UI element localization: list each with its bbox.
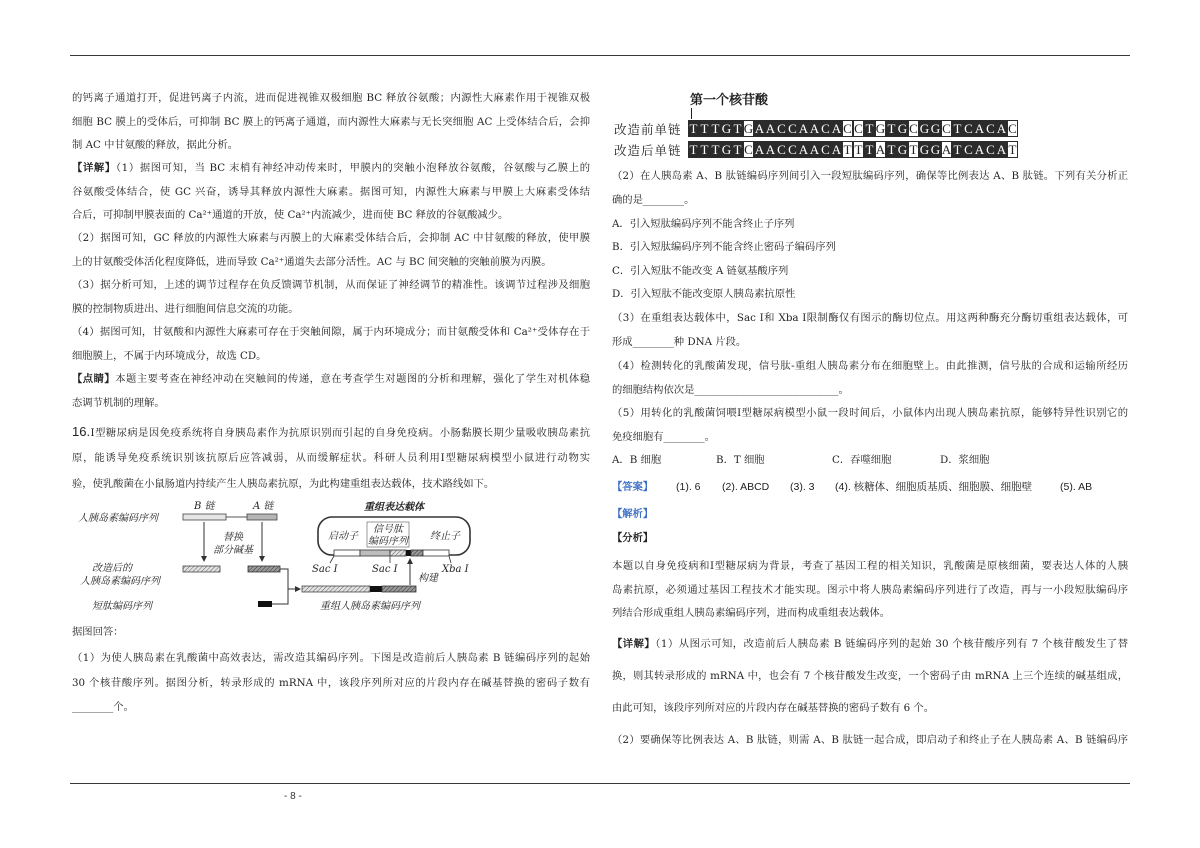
replace-label: 替换 — [223, 532, 243, 543]
text-line: （2）要确保等比例表达 A、B 肽链，则需 A、B 肽链一起合成，即启动子和终止子在人胰岛素 A、B 链编码序 — [612, 734, 1128, 746]
header-rule — [70, 55, 1130, 56]
paragraph-q3-explain — [72, 274, 590, 321]
nucleotide: A — [996, 121, 1007, 136]
nucleotide: A — [974, 121, 985, 136]
nucleotide: A — [765, 142, 776, 157]
nucleotide: C — [744, 142, 753, 157]
question-4 — [612, 354, 1128, 402]
sequence-figure — [612, 86, 1032, 162]
technical-route-diagram — [72, 497, 492, 619]
detail-label: 【详解】 — [72, 162, 116, 174]
text-line: （3）在重组表达载体中，Sac Ⅰ和 Xba Ⅰ限制酶仅有图示的酶切位点。用这两种酶充分酶切重组表达载体，可 — [612, 312, 1128, 324]
text-line: （4）据图可知，甘氨酸和内源性大麻素可存在于突触间隙，属于内环境成分；而甘氨酸受体和 Ca²⁺受体存在于 — [72, 326, 590, 338]
options-row — [612, 449, 1128, 473]
text-line: 制 AC 中甘氨酸的释放，据此分析。 — [72, 139, 239, 151]
b-chain-segment — [183, 514, 226, 520]
analysis-label: 【解析】 — [612, 508, 654, 520]
text-line: 换，则其转录形成的 mRNA 中，也会有 7 个核苷酸发生改变，一个密码子由 mRNA 上三个连续的碱基组成， — [612, 670, 1128, 682]
nucleotide: T — [865, 142, 874, 157]
after-strand-label: 改造后单链 — [614, 143, 682, 158]
text-line: （2）在人胰岛素 A、B 肽链编码序列间引入一段短肽编码序列，确保等比例表达 A、B 肽链。下列有关分析正 — [612, 170, 1128, 182]
answer-line — [612, 476, 1128, 500]
nucleotide: T — [733, 142, 742, 157]
analysis-heading — [612, 503, 1128, 550]
nucleotide: A — [809, 142, 820, 157]
answer-row — [612, 476, 1128, 500]
text-line: 上的甘氨酸受体活化程度降低，进而导致 Ca²⁺通道失去部分活性。AC 与 BC 间突触的突触前膜为丙膜。 — [72, 255, 552, 268]
terminator-segment — [423, 550, 449, 556]
insert-short-segment — [406, 550, 411, 556]
recombinant-a-segment — [382, 586, 416, 592]
answer-item: (1). 6 — [676, 481, 701, 493]
text-span: （1）据图可知，当 BC 末梢有神经冲动传来时，甲膜内的突触小泡释放谷氨酸，谷氨酸与乙膜上的 — [115, 162, 590, 174]
sac-site-label: Sac Ⅰ — [372, 564, 398, 575]
nucleotide: T — [887, 121, 896, 136]
nucleotide: C — [986, 142, 995, 157]
nucleotide: G — [930, 121, 941, 136]
text-line: （4）检测转化的乳酸菌发现，信号肽-重组人胰岛素分布在细胞壁上。由此推测，信号肽的合成和运输所经历 — [612, 360, 1128, 372]
paragraph-q2-explain — [72, 227, 590, 274]
text-line: 的细胞结构依次是____________________________。 — [612, 384, 849, 396]
text-line: 细胞 BC 膜上的受体后，可抑制 BC 膜上的钙离子通道，而内源性大麻素与无长突细胞 AC 上受体结合后，会抑 — [72, 115, 590, 128]
nucleotide: G — [721, 121, 732, 136]
text-line: 的钙离子通道打开，促进钙离子内流，进而促进视锥双极细胞 BC 释放谷氨酸；内源性大麻素作用于视锥双极 — [72, 92, 590, 104]
tip-label: 【点睛】 — [72, 373, 116, 385]
text-line: ________个。 — [72, 701, 134, 713]
a-chain-label: A 链 — [253, 501, 274, 512]
text-span: （1）从图示可知，改造前后人胰岛素 B 链编码序列的起始 30 个核苷酸序列有 7 个核苷酸发生了替 — [655, 638, 1128, 650]
text-line: 态调节机制的理解。 — [72, 396, 165, 409]
xba-site-label: Xba Ⅰ — [442, 564, 469, 575]
nucleotide: T — [700, 121, 709, 136]
before-strand-label: 改造前单链 — [614, 122, 682, 137]
terminator-label: 终止子 — [430, 531, 460, 542]
sac-site-label: Sac Ⅰ — [312, 564, 338, 575]
pointer-line — [691, 108, 692, 119]
nucleotide: C — [821, 142, 830, 157]
nucleotide: C — [788, 121, 797, 136]
insert-a-segment — [411, 550, 423, 556]
detail-paragraph — [612, 628, 1128, 756]
analysis-sub-label: 【分析】 — [612, 531, 654, 544]
prompt-line — [72, 621, 590, 645]
text-line: （3）据分析可知，上述的调节过程存在负反馈调节机制，从而保证了神经调节的精准性。该调节过程涉及细胞 — [72, 279, 590, 291]
answer-item: (4). 核糖体、细胞质基质、细胞膜、细胞壁 — [835, 481, 1033, 493]
modified-seq-label: 改造后的 — [92, 563, 132, 574]
nucleotide: C — [986, 121, 995, 136]
nucleotide: A — [831, 121, 842, 136]
signal-peptide-label: 信号肽 — [373, 524, 403, 535]
site-pointer — [330, 556, 334, 563]
text-line: （5）用转化的乳酸菌饲喂Ⅰ型糖尿病模型小鼠一段时间后，小鼠体内出现人胰岛素抗原，能够特异性识别它的 — [612, 407, 1128, 419]
footer-rule — [70, 783, 1130, 784]
nucleotide: A — [941, 142, 952, 157]
question-3 — [612, 306, 1128, 354]
before-sequence — [688, 120, 1018, 137]
paragraph-detail — [72, 157, 590, 228]
nucleotide: C — [777, 121, 786, 136]
nucleotide: G — [743, 121, 754, 136]
nucleotide: T — [689, 142, 698, 157]
nucleotide: T — [711, 121, 720, 136]
recombinant-b-segment — [302, 586, 370, 592]
promoter-label: 启动子 — [328, 531, 358, 542]
text-span: 本题主要考查在神经冲动在突触间的传递，意在考查学生对题图的分析和理解，强化了学生对机体稳 — [115, 373, 590, 385]
nucleotide: T — [733, 121, 742, 136]
insert-b-segment — [390, 550, 406, 556]
nucleotide: T — [711, 142, 720, 157]
question-1 — [72, 646, 590, 720]
text-line: 原，能诱导免疫系统识别该抗原后应答减弱，从而缓解症状。科研人员利用Ⅰ型糖尿病模型小鼠进行动物实 — [72, 452, 590, 464]
nucleotide: T — [909, 142, 918, 157]
nucleotide: T — [689, 121, 698, 136]
first-nucleotide-label: 第一个核苷酸 — [690, 93, 769, 108]
text-line: 形成________种 DNA 片段。 — [612, 336, 747, 348]
question-number: 16. — [72, 424, 91, 439]
detail-label: 【详解】 — [612, 638, 656, 650]
modified-seq-label: 人胰岛素编码序列 — [80, 576, 160, 587]
text-line: 合后，可抑制甲膜表面的 Ca²⁺通道的开放，使 Ca²⁺内流减少，进而使 BC 释放的谷氨酸减少。 — [72, 209, 509, 221]
option-c: C．引入短肽不能改变 A 链氨基酸序列 — [612, 264, 789, 277]
text-line: （1）为使人胰岛素在乳酸菌中高效表达，需改造其编码序列。下图是改造前后人胰岛素 B 链编码序列的起始 — [72, 652, 590, 664]
text-line — [72, 368, 590, 392]
page-number: - 8 - — [284, 791, 302, 802]
answer-item: (5). AB — [1060, 481, 1093, 493]
nucleotide: C — [821, 121, 830, 136]
nucleotide: T — [854, 142, 863, 157]
text-line: 由此可知，该段序列所对应的片段内存在碱基替换的密码子数有 6 个。 — [612, 702, 935, 714]
option-b: B．T 细胞 — [716, 454, 765, 466]
question-2-options — [612, 213, 1128, 306]
short-peptide-segment — [258, 601, 272, 607]
modified-b-segment — [183, 566, 220, 572]
nucleotide: G — [919, 142, 930, 157]
nucleotide: A — [754, 142, 765, 157]
option-a: A．引入短肽编码序列不能含终止子序列 — [612, 218, 795, 230]
nucleotide: A — [765, 121, 776, 136]
nucleotide: T — [1008, 142, 1017, 157]
nucleotide: A — [875, 142, 886, 157]
nucleotide: T — [887, 142, 896, 157]
option-c: C．吞噬细胞 — [832, 454, 892, 466]
paragraph-intro — [72, 87, 590, 158]
recombinant-short-segment — [370, 586, 382, 592]
nucleotide: A — [798, 142, 809, 157]
text-line — [612, 628, 1128, 660]
modified-a-segment — [248, 566, 280, 572]
nucleotide: A — [798, 121, 809, 136]
join-bracket — [272, 569, 288, 604]
text-line: 验，使乳酸菌在小鼠肠道内持续产生人胰岛素抗原，为此构建重组表达载体，技术路线如下。 — [72, 478, 495, 490]
after-sequence — [688, 141, 1018, 158]
answer-label: 【答案】 — [612, 481, 654, 493]
answer-item: (2). ABCD — [722, 481, 770, 493]
nucleotide: A — [809, 121, 820, 136]
text-line: 细胞膜上，不属于内环境成分，故选 CD。 — [72, 349, 267, 362]
question-5-options — [612, 449, 1128, 473]
answer-item: (3). 3 — [790, 481, 815, 493]
nucleotide: G — [919, 121, 930, 136]
text-line: 免疫细胞有________。 — [612, 431, 715, 443]
text-line: 据图回答： — [72, 626, 124, 638]
nucleotide: G — [930, 142, 941, 157]
nucleotide: C — [854, 121, 863, 136]
text-line — [72, 157, 590, 181]
question-16 — [72, 419, 590, 497]
nucleotide: T — [953, 121, 962, 136]
text-line: 确的是________。 — [612, 194, 695, 206]
nucleotide: T — [953, 142, 962, 157]
nucleotide: G — [721, 142, 732, 157]
nucleotide: G — [875, 121, 886, 136]
question-5 — [612, 401, 1128, 449]
text-line: 列结合形成重组人胰岛素编码序列，进而构成重组表达载体。 — [612, 607, 891, 619]
nucleotide: C — [909, 121, 918, 136]
nucleotide: A — [831, 142, 842, 157]
promoter-segment — [334, 550, 360, 556]
nucleotide: A — [754, 121, 765, 136]
site-pointer — [449, 556, 451, 563]
text-line: 膜的控制物质进出、进行细胞间信息交流的功能。 — [72, 302, 299, 315]
nucleotide: T — [843, 142, 852, 157]
nucleotide: C — [942, 121, 951, 136]
signal-peptide-segment — [360, 550, 390, 556]
text-line: 谷氨酸受体结合，使 GC 兴奋，诱导其释放内源性大麻素。据图可知，内源性大麻素与甲膜上大麻素受体结 — [72, 185, 590, 198]
analysis-paragraph — [612, 555, 1128, 626]
text-line: 岛素抗原，必须通过基因工程技术才能实现。图示中将人胰岛素编码序列进行了改造，再与一小段短肽编码序 — [612, 583, 1128, 596]
recombinant-seq-label: 重组人胰岛素编码序列 — [320, 601, 420, 612]
vector-label: 重组表达载体 — [364, 502, 424, 513]
nucleotide: C — [843, 121, 852, 136]
text-line: 本题以自身免疫病和Ⅰ型糖尿病为背景，考查了基因工程的相关知识，乳酸菌是原核细菌，要表达人体的人胰 — [612, 560, 1128, 572]
signal-peptide-label: 编码序列 — [368, 536, 408, 547]
build-label: 构建 — [418, 573, 438, 584]
option-d: D．引入短肽不能改变原人胰岛素抗原性 — [612, 287, 796, 300]
nucleotide: C — [964, 142, 973, 157]
nucleotide: C — [964, 121, 973, 136]
nucleotide: G — [897, 142, 908, 157]
text-line: （2）据图可知，GC 释放的内源性大麻素与丙膜上的大麻素受体结合后，会抑制 AC 中甘氨酸的释放，使甲膜 — [72, 232, 590, 244]
nucleotide: C — [1008, 121, 1017, 136]
paragraph-q4-explain — [72, 321, 590, 368]
short-peptide-label: 短肽编码序列 — [92, 601, 152, 612]
option-a: A．B 细胞 — [612, 454, 662, 466]
text-span: Ⅰ型糖尿病是因免疫系统将自身胰岛素作为抗原识别而引起的自身免疫病。小肠黏膜长期少量吸收胰岛素抗 — [90, 427, 590, 439]
nucleotide: A — [974, 142, 985, 157]
paragraph-tip — [72, 368, 590, 415]
nucleotide: C — [788, 142, 797, 157]
replace-label: 部分碱基 — [213, 545, 253, 556]
option-d: D．浆细胞 — [940, 454, 990, 466]
a-chain-segment — [247, 514, 277, 520]
nucleotide: T — [865, 121, 874, 136]
b-chain-label: B 链 — [194, 501, 215, 512]
question-2 — [612, 164, 1128, 212]
nucleotide: G — [897, 121, 908, 136]
text-line: 30 个核苷酸序列。据图分析，转录形成的 mRNA 中，该段序列所对应的片段内存在碱基替换的密码子数有 — [72, 676, 590, 689]
nucleotide: T — [700, 142, 709, 157]
nucleotide: A — [996, 142, 1007, 157]
text-line — [72, 419, 590, 445]
option-b: B．引入短肽编码序列不能含终止密码子编码序列 — [612, 241, 836, 254]
insulin-seq-label: 人胰岛素编码序列 — [78, 513, 158, 524]
nucleotide: C — [777, 142, 786, 157]
